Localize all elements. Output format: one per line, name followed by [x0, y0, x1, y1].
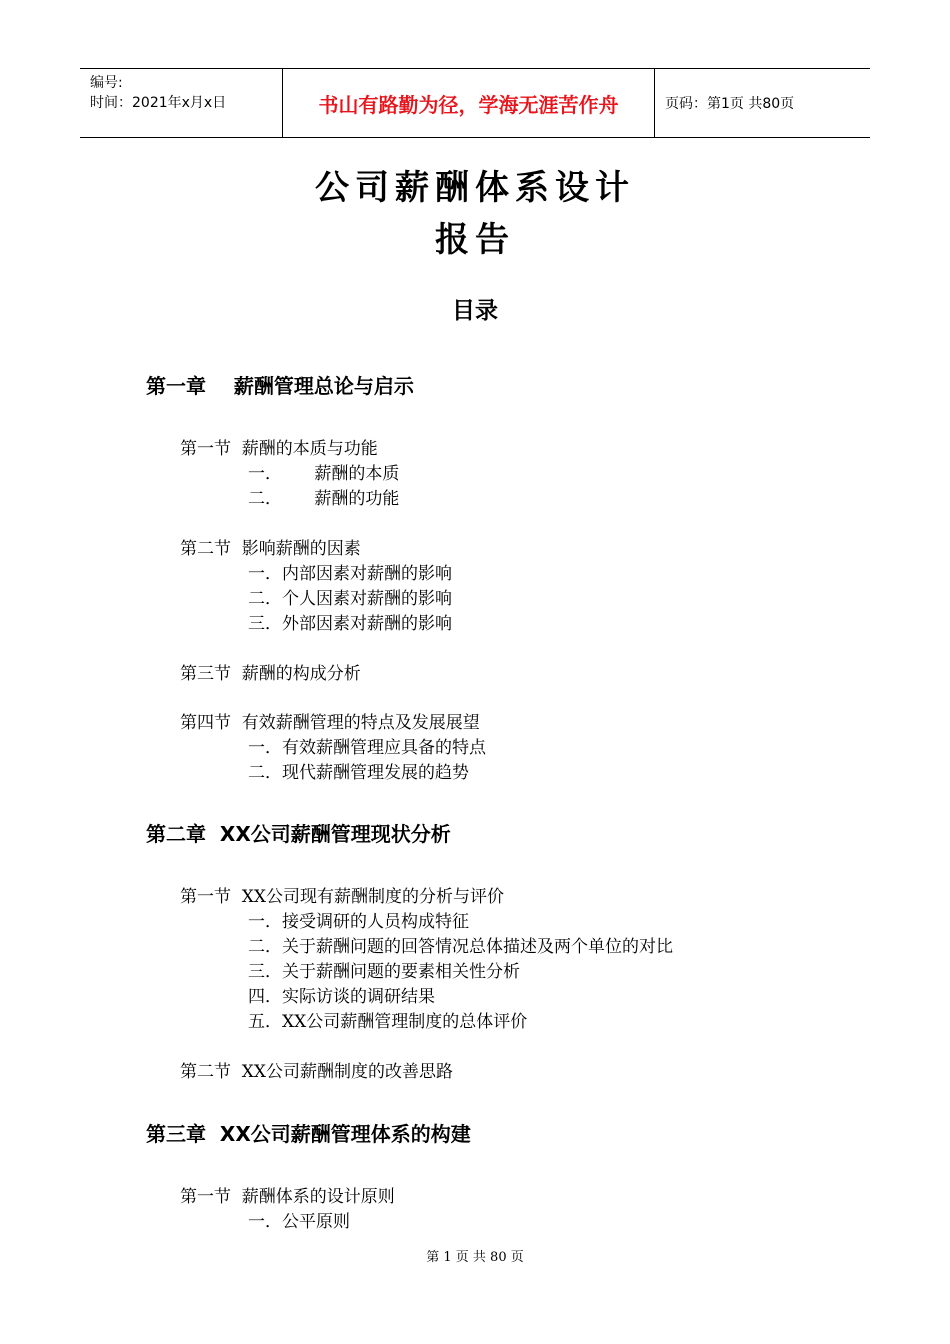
- header-meta: [80, 69, 282, 137]
- toc-section: 第一节 薪酬的本质与功能: [180, 439, 378, 459]
- number-label: 编号:: [90, 75, 123, 91]
- toc-item: 三．关于薪酬问题的要素相关性分析: [248, 962, 520, 982]
- toc-item: 二．个人因素对薪酬的影响: [248, 589, 452, 609]
- toc-chapter: 第三章 XX公司薪酬管理体系的构建: [146, 1122, 471, 1146]
- toc-section: 第二节 影响薪酬的因素: [180, 539, 361, 559]
- toc-section: 第四节 有效薪酬管理的特点及发展展望: [180, 713, 480, 733]
- toc-chapter: 第一章 薪酬管理总论与启示: [146, 374, 414, 398]
- toc-item: 一．接受调研的人员构成特征: [248, 912, 469, 932]
- toc-item: 四．实际访谈的调研结果: [248, 987, 435, 1007]
- toc-item: 一．公平原则: [248, 1212, 350, 1232]
- toc-item: 一．内部因素对薪酬的影响: [248, 564, 452, 584]
- document-title-line1: 公司薪酬体系设计: [315, 168, 635, 208]
- toc-section: 第一节 薪酬体系的设计原则: [180, 1187, 395, 1207]
- document-header: [80, 68, 870, 138]
- page-footer: 第 1 页 共 80 页: [426, 1250, 524, 1265]
- toc-chapter: 第二章 XX公司薪酬管理现状分析: [146, 822, 451, 846]
- toc-item: 五．XX公司薪酬管理制度的总体评价: [248, 1012, 528, 1032]
- toc-section: 第二节 XX公司薪酬制度的改善思路: [180, 1062, 454, 1082]
- toc-section: 第三节 薪酬的构成分析: [180, 664, 361, 684]
- toc-item: 三．外部因素对薪酬的影响: [248, 614, 452, 634]
- toc-section: 第一节 XX公司现有薪酬制度的分析与评价: [180, 887, 505, 907]
- toc-item: 一． 薪酬的本质: [248, 464, 400, 484]
- time-label: 时间：2021年x月x日: [90, 95, 227, 111]
- toc-item: 一．有效薪酬管理应具备的特点: [248, 738, 486, 758]
- document-title-line2: 报告: [435, 220, 515, 260]
- header-motto: 书山有路勤为径，学海无涯苦作舟: [282, 69, 655, 137]
- toc-title: 目录: [452, 298, 498, 324]
- toc-item: 二．关于薪酬问题的回答情况总体描述及两个单位的对比: [248, 937, 673, 957]
- toc-item: 二． 薪酬的功能: [248, 489, 400, 509]
- header-page-info: 页码：第1页 共80页: [665, 96, 795, 112]
- toc-item: 二．现代薪酬管理发展的趋势: [248, 763, 469, 783]
